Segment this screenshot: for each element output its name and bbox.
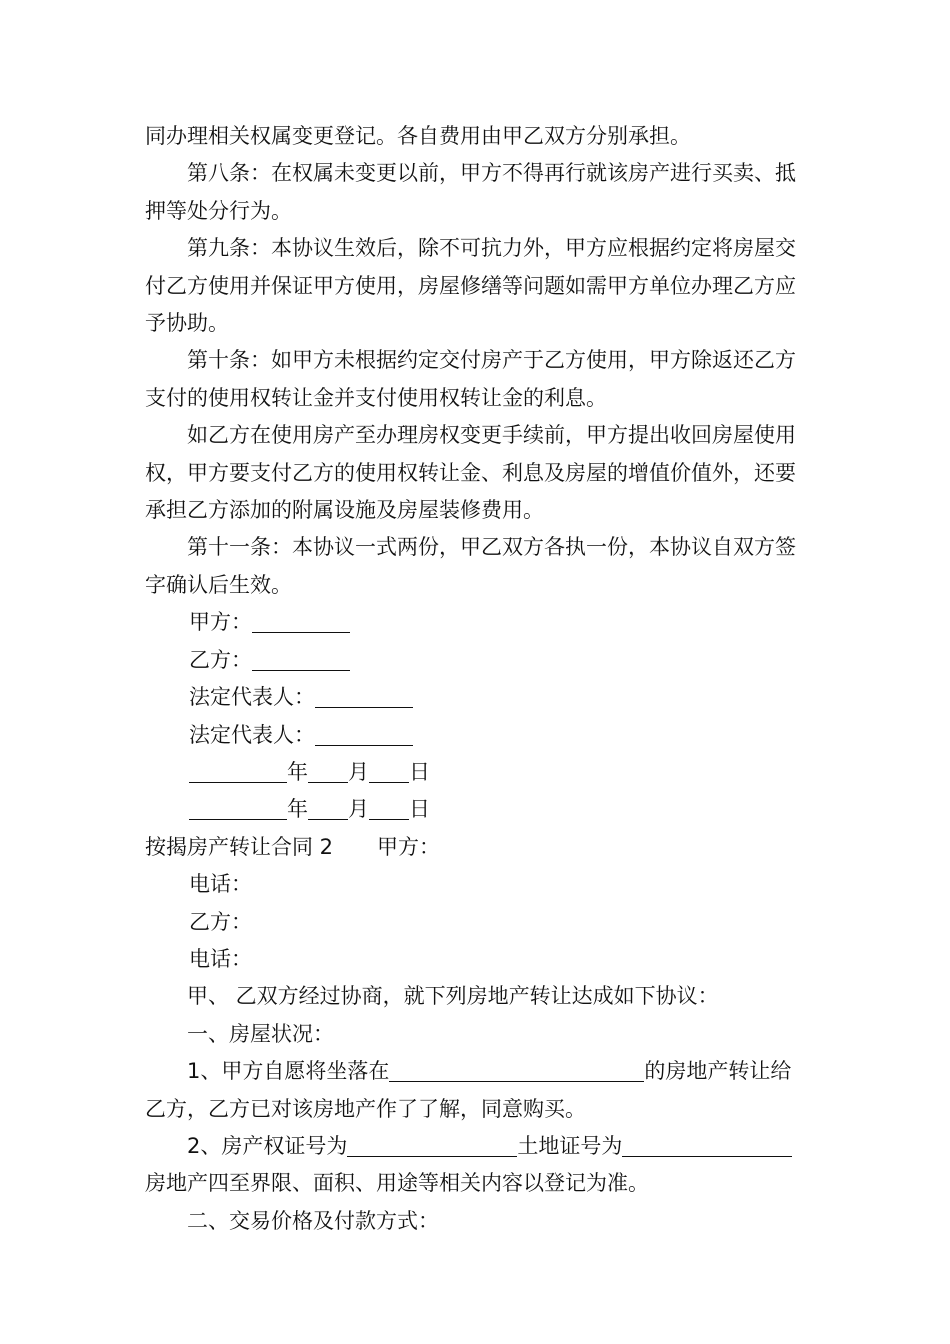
item-1: [145, 1053, 810, 1128]
item-1-prefix: 1、甲方自愿将坐落在: [187, 1059, 390, 1084]
signature-party-a-label: 甲方：: [189, 610, 252, 635]
contract-2-heading: [145, 829, 810, 866]
day-label: 日: [409, 759, 430, 784]
year-blank: [189, 758, 287, 783]
phone-line-1: 电话：: [189, 872, 252, 897]
item-2-suffix: 房地产四至界限、面积、用途等相关内容以登记为准。: [145, 1171, 649, 1196]
article-11: 第十一条：本协议一式两份，甲乙双方各执一份，本协议自双方签字确认后生效。: [145, 535, 796, 597]
signature-blank: [252, 608, 350, 633]
item-1-suffix: 的房地产转让给乙方，乙方已对该房地产作了了解，同意购买。: [145, 1059, 792, 1121]
signature-party-b-label: 乙方：: [189, 647, 252, 672]
month-blank: [308, 795, 348, 820]
signature-party-a: [145, 604, 810, 641]
agreement-intro: 甲、 乙双方经过协商，就下列房地产转让达成如下协议：: [187, 984, 719, 1009]
signature-legal-rep-1: [145, 679, 810, 716]
month-blank: [308, 758, 348, 783]
legal-rep-label: 法定代表人：: [189, 685, 315, 710]
article-9: 第九条：本协议生效后，除不可抗力外，甲方应根据约定将房屋交付乙方使用并保证甲方使用，房屋修缮等问题如需甲方单位办理乙方应予协助。: [145, 236, 796, 336]
legal-rep-label: 法定代表人：: [189, 722, 315, 747]
location-blank: [389, 1057, 644, 1082]
year-label: 年: [287, 797, 308, 822]
month-label: 月: [348, 759, 369, 784]
party-b-line: 乙方：: [189, 909, 252, 934]
day-blank: [369, 758, 409, 783]
item-2: [145, 1128, 810, 1203]
document-body: [145, 118, 810, 1240]
item-2-prefix: 2、房产权证号为: [187, 1133, 348, 1158]
article-8: 第八条：在权属未变更以前，甲方不得再行就该房产进行买卖、抵押等处分行为。: [145, 161, 796, 223]
signature-blank: [252, 646, 350, 671]
section-1-heading: 一、房屋状况：: [187, 1021, 334, 1046]
year-blank: [189, 795, 287, 820]
day-label: 日: [409, 797, 430, 822]
signature-date-2: [145, 791, 810, 828]
signature-party-b: [145, 642, 810, 679]
signature-blank: [315, 683, 413, 708]
land-cert-blank: [622, 1132, 792, 1157]
signature-legal-rep-2: [145, 717, 810, 754]
day-blank: [369, 795, 409, 820]
paragraph-1: 同办理相关权属变更登记。各自费用由甲乙双方分别承担。: [145, 124, 691, 148]
year-label: 年: [287, 759, 308, 784]
paragraph-house-recovery: 如乙方在使用房产至办理房权变更手续前，甲方提出收回房屋使用权，甲方要支付乙方的使用权转让金、利息及房屋的增值价值外，还要承担乙方添加的附属设施及房屋装修费用。: [145, 423, 796, 523]
contract-2-title: 按揭房产转让合同 2: [145, 834, 334, 859]
month-label: 月: [348, 797, 369, 822]
section-2-heading: 二、交易价格及付款方式：: [187, 1208, 439, 1233]
contract-2-party-a: 甲方：: [377, 834, 441, 859]
phone-line-2: 电话：: [189, 946, 252, 971]
signature-date-1: [145, 754, 810, 791]
item-2-middle: 土地证号为: [517, 1133, 623, 1158]
article-10: 第十条：如甲方未根据约定交付房产于乙方使用，甲方除返还乙方支付的使用权转让金并支付使用权转让金的利息。: [145, 348, 796, 410]
signature-blank: [315, 721, 413, 746]
property-cert-blank: [347, 1132, 517, 1157]
